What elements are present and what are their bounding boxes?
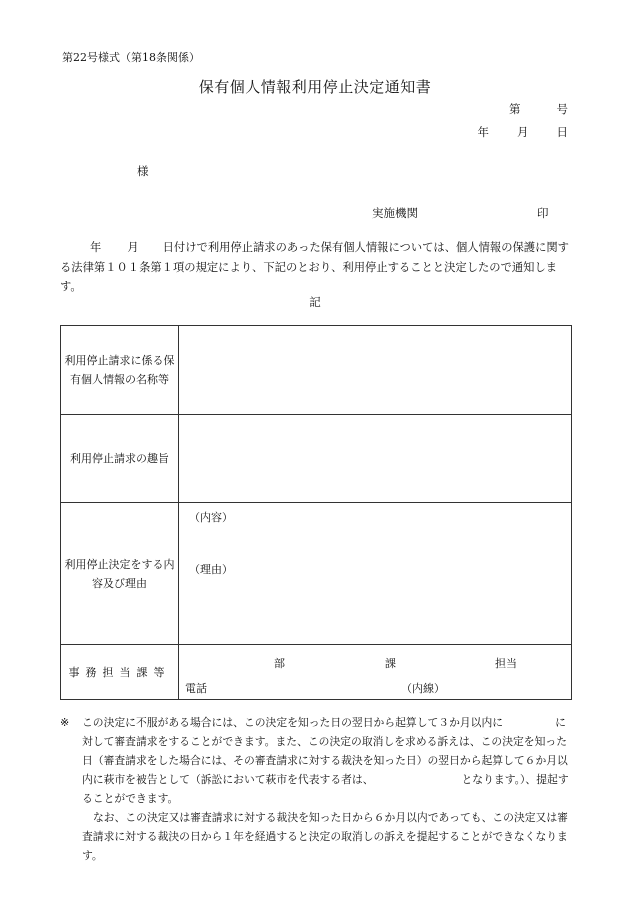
row-label-info-name: 利用停止請求に係る保有個人情報の名称等 xyxy=(61,326,179,415)
appeal-note-2 xyxy=(60,808,575,865)
ki-heading: 記 xyxy=(309,295,321,309)
office-extension: （内線） xyxy=(401,682,445,695)
table-row xyxy=(61,645,572,700)
date-day: 日 xyxy=(556,125,568,139)
body-year: 年 xyxy=(90,241,102,254)
note-p1-b: に xyxy=(555,716,566,729)
issue-date xyxy=(478,124,569,140)
seal-label: 印 xyxy=(537,206,549,220)
row-value-request-purpose xyxy=(179,415,572,503)
decision-reason-label: （理由） xyxy=(189,563,233,576)
document-title: 保有個人情報利用停止決定通知書 xyxy=(198,78,432,96)
form-number: 第22号様式（第18条関係） xyxy=(62,51,200,64)
date-month: 月 xyxy=(517,125,529,139)
table-row xyxy=(61,326,572,415)
table-row xyxy=(61,503,572,645)
row-label-decision: 利用停止決定をする内容及び理由 xyxy=(61,503,179,645)
row-value-info-name xyxy=(179,326,572,415)
detail-table xyxy=(60,325,572,700)
table-row xyxy=(61,415,572,503)
note-p1-a: この決定に不服がある場合には、この決定を知った日の翌日から起算して３か月以内に xyxy=(82,716,504,729)
note-p1-c: 対して審査請求をすることができます。また、この決定の取消しを求める訴えは、この決定を知った日（審査請求をした場合には、その審査請求に対する裁決を知った日）の翌日から起算して６か月以内に萩市を被告として（訴訟において萩市を代表する者は、 xyxy=(82,735,568,786)
notice-body xyxy=(60,238,575,297)
row-label-request-purpose: 利用停止請求の趣旨 xyxy=(61,415,179,503)
document-number xyxy=(509,101,568,117)
doc-no-go: 号 xyxy=(556,102,568,116)
office-bu: 部 xyxy=(274,657,285,670)
office-phone: 電話 xyxy=(185,682,207,695)
appeal-note xyxy=(60,713,575,808)
body-month: 月 xyxy=(127,241,139,254)
addressee: 様 xyxy=(137,164,149,178)
office-tanto: 担当 xyxy=(495,657,517,670)
row-value-decision xyxy=(179,503,572,645)
doc-no-dai: 第 xyxy=(509,102,521,116)
body-text: 日付けで利用停止請求のあった保有個人情報については、個人情報の保護に関する法律第１０１条第１項の規定により、下記のとおり、利用停止することと決定したので通知します。 xyxy=(60,241,569,293)
office-ka: 課 xyxy=(385,657,396,670)
row-label-office: 事務担当課等 xyxy=(61,645,179,700)
note-mark: ※ xyxy=(60,716,70,729)
note-p2: なお、この決定又は審査請求に対する裁決を知った日から６か月以内であっても、この決定又は審査請求に対する裁決の日から１年を経過すると決定の取消しの訴えを提起することができなくなります。 xyxy=(82,811,568,862)
row-value-office xyxy=(179,645,572,700)
date-year: 年 xyxy=(477,125,489,139)
note-p1-d: となります。）、提起することができます。 xyxy=(82,773,569,805)
agency-label: 実施機関 xyxy=(372,206,418,220)
decision-content-label: （内容） xyxy=(189,511,233,524)
